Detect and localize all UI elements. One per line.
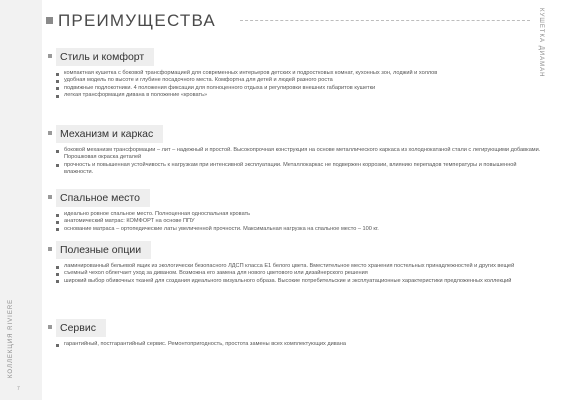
list-item: основание матраса – ортопедические латы увеличенной прочности. Максимальная нагрузка на спальное место – 100 кг. [56, 226, 544, 233]
header-divider [240, 20, 530, 22]
section-sleeping-place [56, 188, 544, 233]
product-label: КУШЕТКА ДИАМАН [538, 8, 544, 78]
section-style-comfort [56, 47, 544, 100]
list-item: ламинированный бельевой ящик из экологически безопасного ЛДСП класса Е1 белого цвета. Вместительное место хранения постельных принадлежностей и других вещей [56, 263, 544, 270]
list-item: компактная кушетка с боковой трансформацией для современных интерьеров детских и подростковых комнат, кухонных зон, лоджий и холлов [56, 70, 544, 77]
list-item: удобная модель по высоте и глубине посадочного места. Комфортна для детей и людей разного роста [56, 77, 544, 84]
section-title: Спальное место [56, 189, 150, 207]
list-item: легкая трансформация дивана в положение «кровать» [56, 92, 544, 99]
section-service [56, 318, 544, 348]
header-marker [46, 17, 53, 24]
section-list [56, 147, 544, 177]
section-useful-options [56, 240, 544, 285]
list-item: анатомический матрас: КОМФОРТ на основе ППУ [56, 218, 544, 225]
list-item: идеально ровное спальное место. Полноценная односпальная кровать [56, 211, 544, 218]
sidebar-strip [0, 0, 42, 400]
list-item: прочность и повышенная устойчивость к нагрузкам при интенсивной эксплуатации. Металлокаркас не подвержен коррозии, влиянию перепадов температуры и повышенной влажности. [56, 162, 544, 177]
collection-label: КОЛЛЕКЦИЯ RIVIERE [8, 298, 14, 378]
page-number: 7 [17, 386, 20, 392]
list-item: гарантийный, постгарантийный сервис. Ремонтопригодность, простота замены всех комплектующих дивана [56, 341, 544, 348]
section-mechanism-frame [56, 124, 544, 177]
section-list [56, 70, 544, 100]
section-title: Сервис [56, 319, 106, 337]
page-title: ПРЕИМУЩЕСТВА [58, 11, 216, 30]
section-title: Полезные опции [56, 241, 151, 259]
section-list [56, 263, 544, 285]
list-item: съемный чехол облегчает уход за диваном. Возможна его замена для нового цветового или дизайнерского решения [56, 270, 544, 277]
section-list [56, 211, 544, 233]
section-title: Механизм и каркас [56, 125, 163, 143]
list-item: боковой механизм трансформации – лит – надежный и простой. Высокопрочная конструкция на основе металлического каркаса из холоднокатаной стали с легирующими добавками. Порошковая окраска деталей [56, 147, 544, 162]
section-list [56, 341, 544, 348]
list-item: широкий выбор обивочных тканей для создания идеального визуального образа. Высокие потребительские и эксплуатационные характеристики предложенных коллекций [56, 278, 544, 285]
list-item: подвижные подлокотники. 4 положения фиксации для полноценного отдыха и регулировки внешних габаритов кушетки [56, 85, 544, 92]
section-title: Стиль и комфорт [56, 48, 154, 66]
